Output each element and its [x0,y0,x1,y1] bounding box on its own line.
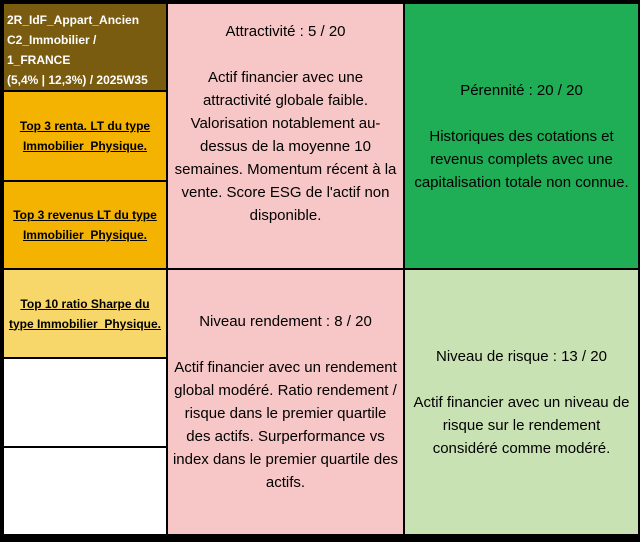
rendement-text: Actif financier avec un rendement global modéré. Ratio rendement / risque dans le premier quartile des actifs. Surperformance vs index dans le premier quartile des actifs. [172,359,399,491]
risque-text: Actif financier avec un niveau de risque sur le rendement considéré comme modéré. [413,393,630,457]
asset-title-cell [3,3,167,91]
risque-heading: Niveau de risque : 13 / 20 [436,347,607,365]
risque-panel [404,269,639,535]
top3-revenus-cell [3,181,167,269]
top3-revenus-link[interactable]: Top 3 revenus LT du type Immobilier_Physique. [13,208,157,242]
asset-returns-period: (5,4% | 12,3%) / 2025W35 [7,73,148,87]
asset-category: C2_Immobilier / 1_FRANCE [7,33,97,67]
perennite-heading: Pérennité : 20 / 20 [460,81,583,99]
top10-sharpe-cell [3,269,167,358]
rendement-heading: Niveau rendement : 8 / 20 [199,313,372,330]
asset-name: 2R_IdF_Appart_Ancien [7,13,140,27]
perennite-text: Historiques des cotations et revenus complets avec une capitalisation totale non connue. [414,127,629,191]
empty-cell-2 [3,447,167,535]
attractivite-text: Actif financier avec une attractivité globale faible. Valorisation notablement au-dessus de la moyenne 10 semaines. Momentum récent à la vente. Score ESG de l'actif non disponible. [174,69,397,224]
top3-renta-cell [3,91,167,181]
attractivite-heading: Attractivité : 5 / 20 [225,23,346,40]
top10-sharpe-link[interactable]: Top 10 ratio Sharpe du type Immobilier_Physique. [8,296,162,331]
empty-cell-1 [3,358,167,447]
top3-renta-link[interactable]: Top 3 renta. LT du type Immobilier_Physique. [19,119,151,153]
attractivite-panel [167,3,404,269]
asset-title [7,10,163,90]
rendement-panel [167,269,404,535]
perennite-panel [404,3,639,269]
